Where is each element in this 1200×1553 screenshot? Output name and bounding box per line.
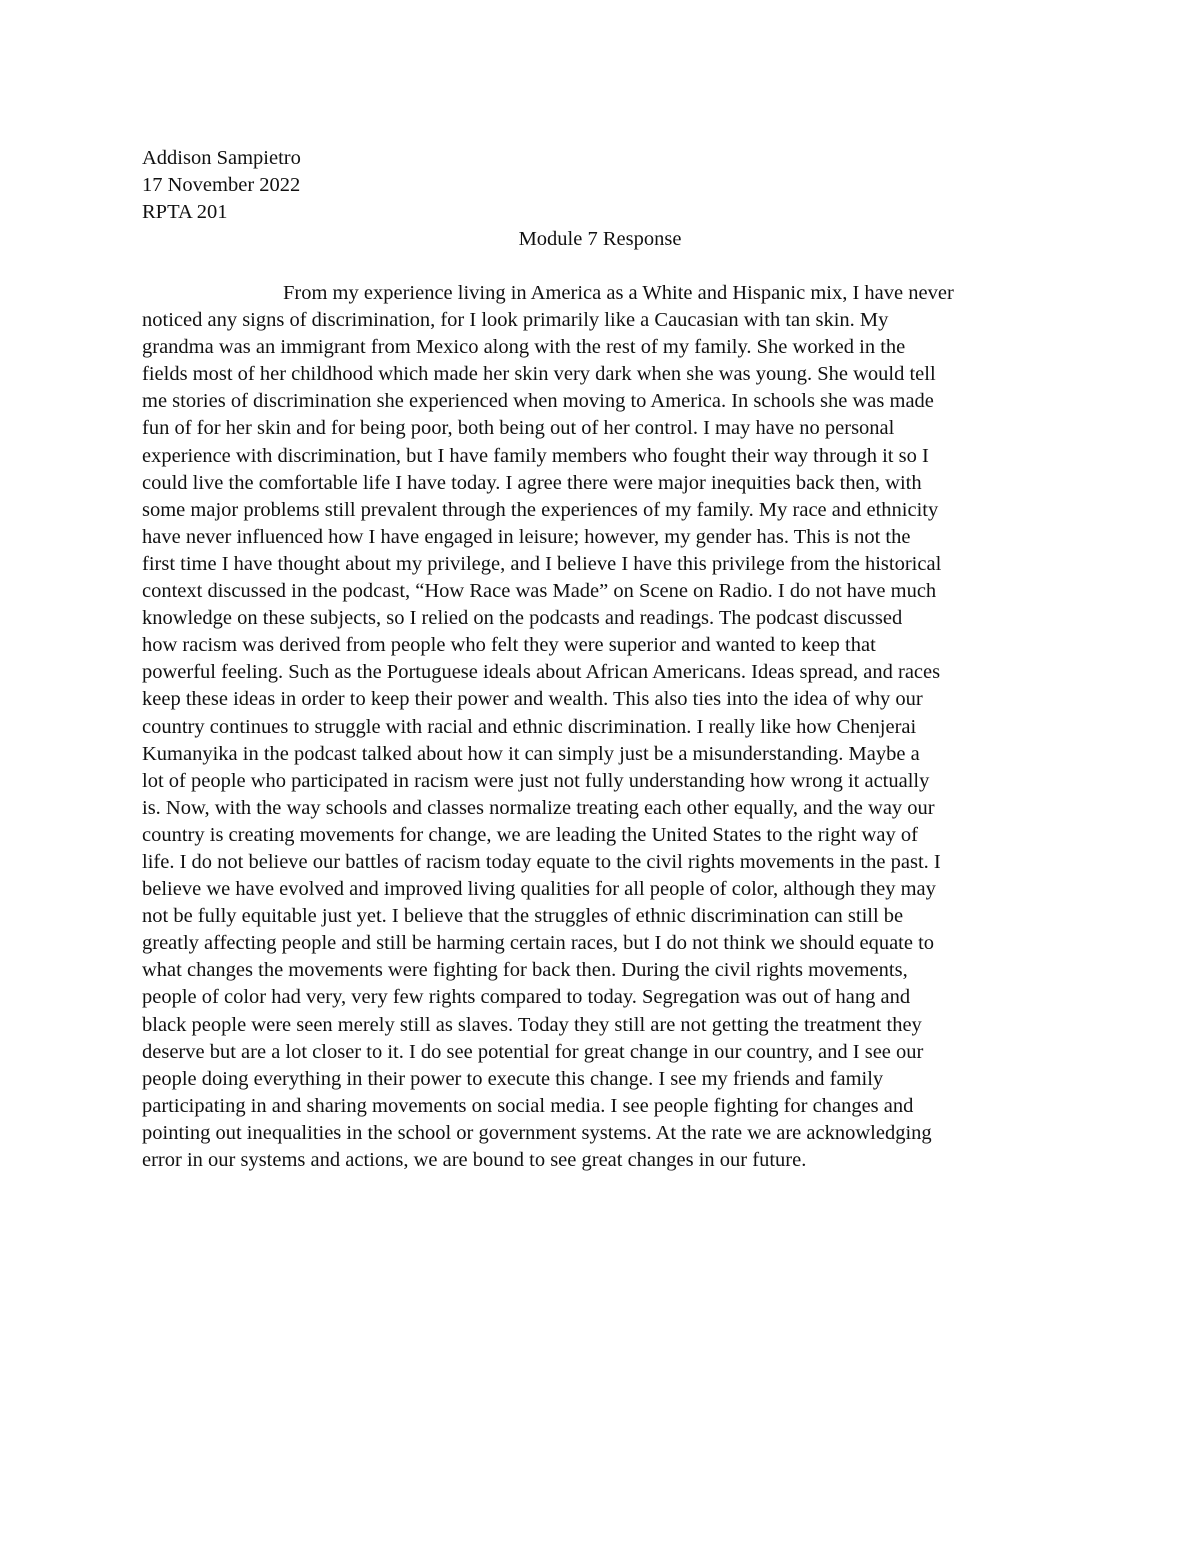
- paragraph-line: fun of for her skin and for being poor, both being out of her control. I may have no personal: [142, 417, 895, 440]
- paragraph-line: not be fully equitable just yet. I believe that the struggles of ethnic discrimination can still be: [142, 905, 904, 928]
- document-header: [142, 145, 301, 226]
- paragraph-line: knowledge on these subjects, so I relied on the podcasts and readings. The podcast discussed: [142, 607, 903, 630]
- paragraph-line: grandma was an immigrant from Mexico along with the rest of my family. She worked in the: [142, 336, 906, 359]
- paragraph-line: me stories of discrimination she experienced when moving to America. In schools she was made: [142, 390, 934, 413]
- paragraph-line: believe we have evolved and improved living qualities for all people of color, although they may: [142, 878, 936, 901]
- paragraph-line: country is creating movements for change, we are leading the United States to the right way of: [142, 823, 918, 846]
- paragraph-line: have never influenced how I have engaged in leisure; however, my gender has. This is not the: [142, 525, 911, 548]
- paragraph-line: powerful feeling. Such as the Portuguese ideals about African Americans. Ideas spread, and races: [142, 661, 941, 684]
- paragraph-line: what changes the movements were fighting for back then. During the civil rights movements,: [142, 959, 908, 982]
- paragraph-line: how racism was derived from people who felt they were superior and wanted to keep that: [142, 634, 876, 657]
- paragraph-line: context discussed in the podcast, “How Race was Made” on Scene on Radio. I do not have much: [142, 580, 937, 603]
- paragraph-line: country continues to struggle with racial and ethnic discrimination. I really like how Chenjerai: [142, 715, 917, 738]
- paragraph-line: some major problems still prevalent through the experiences of my family. My race and ethnicity: [142, 498, 939, 521]
- paragraph-line: noticed any signs of discrimination, for I look primarily like a Caucasian with tan skin. My: [142, 309, 889, 332]
- course-code: RPTA 201: [142, 201, 228, 223]
- author-name: Addison Sampietro: [142, 147, 301, 169]
- body-paragraph: [142, 280, 1060, 1174]
- paragraph-line: greatly affecting people and still be harming certain races, but I do not think we should equate to: [142, 932, 935, 955]
- paragraph-line: keep these ideas in order to keep their power and wealth. This also ties into the idea of why our: [142, 688, 923, 711]
- document-title: Module 7 Response: [518, 228, 682, 250]
- paragraph-line: could live the comfortable life I have today. I agree there were major inequities back then, with: [142, 471, 922, 494]
- paragraph-line: people doing everything in their power to execute this change. I see my friends and family: [142, 1067, 884, 1090]
- paragraph-line: people of color had very, very few rights compared to today. Segregation was out of hang and: [142, 986, 911, 1009]
- paragraph-line: pointing out inequalities in the school or government systems. At the rate we are acknowledging: [142, 1121, 932, 1144]
- paragraph-line: deserve but are a lot closer to it. I do see potential for great change in our country, and I see our: [142, 1040, 924, 1063]
- paragraph-line: fields most of her childhood which made her skin very dark when she was young. She would tell: [142, 363, 936, 386]
- paragraph-line: life. I do not believe our battles of racism today equate to the civil rights movements in the past. I: [142, 850, 941, 873]
- paragraph-line: Kumanyika in the podcast talked about how it can simply just be a misunderstanding. Maybe a: [142, 742, 920, 765]
- paragraph-line: participating in and sharing movements on social media. I see people fighting for changes and: [142, 1094, 914, 1117]
- paragraph-line: experience with discrimination, but I have family members who fought their way through it so I: [142, 444, 929, 467]
- document-date: 17 November 2022: [142, 174, 301, 196]
- paragraph-line: error in our systems and actions, we are bound to see great changes in our future.: [142, 1149, 807, 1171]
- paragraph-line: lot of people who participated in racism were just not fully understanding how wrong it actually: [142, 769, 930, 792]
- paragraph-line: black people were seen merely still as slaves. Today they still are not getting the treatment they: [142, 1013, 922, 1036]
- paragraph-line: is. Now, with the way schools and classes normalize treating each other equally, and the way our: [142, 796, 935, 819]
- paragraph-line: first time I have thought about my privilege, and I believe I have this privilege from the historical: [142, 552, 942, 575]
- paragraph-line: From my experience living in America as a White and Hispanic mix, I have never: [283, 282, 954, 304]
